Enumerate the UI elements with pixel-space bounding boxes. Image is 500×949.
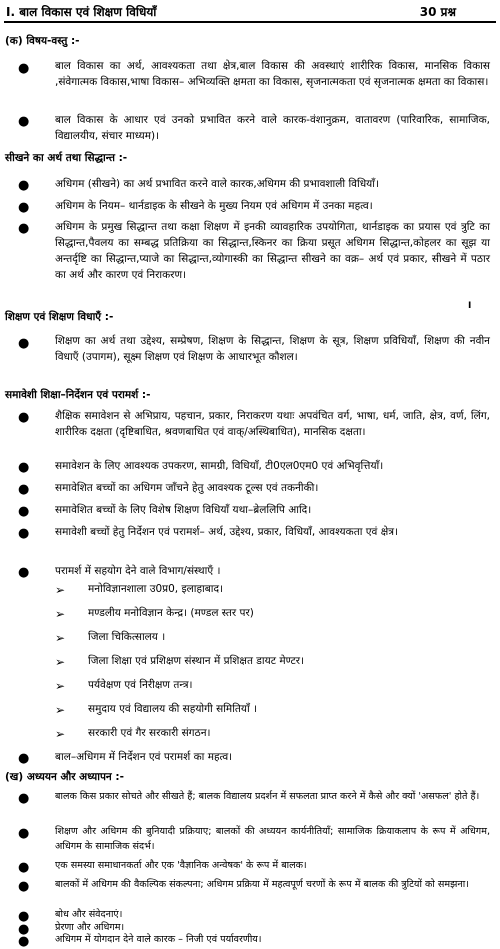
bullet-dot-icon: ●	[18, 565, 30, 580]
list-item: अधिगम (सीखने) का अर्थ प्रभावित करने वाले कारक,अधिगम की प्रभावशाली विधियाँ।	[55, 178, 379, 190]
bullet-dot-icon: ●	[18, 504, 30, 519]
list-item: समावेशित बच्चों के लिए विशेष शिक्षण विधियाँ यथा–ब्रेललिपि आदि।	[55, 504, 312, 516]
bullet-dot-icon: ●	[18, 922, 30, 937]
list-item: समावेशन के लिए आवश्यक उपकरण, सामग्री, विधियाँ, टी0एल0एम0 एवं अभिवृत्तियाँ।	[55, 460, 384, 472]
bullet-dot-icon: ●	[18, 879, 30, 894]
bullet-dot-icon: ●	[18, 526, 30, 541]
margin-mark: I	[468, 301, 472, 311]
list-item: शैक्षिक समावेशन से अभिप्राय, पहचान, प्रकार, निराकरण यथाः अपवंचित वर्ग, भाषा, धर्म, जाति, क्षेत्र, वर्ण, लिंग, शारीरिक दक्षता (दृष्टिबाधित, श्रवणबाधित एवं वाक्/अस्थिबाधित), मानसिक दक्षता।	[55, 410, 490, 438]
arrow-bullet-icon: ➢	[55, 607, 66, 621]
sub-list-item: सरकारी एवं गैर सरकारी संगठन।	[88, 727, 211, 739]
bullet-dot-icon: ●	[18, 860, 30, 875]
bullet-dot-icon: ●	[18, 114, 30, 129]
arrow-bullet-icon: ➢	[55, 727, 66, 741]
list-item: बोध और संवेदनाएं।	[55, 909, 123, 920]
bullet-dot-icon: ●	[18, 934, 30, 949]
list-item: एक समस्या समाधानकर्ता और एक 'वैज्ञानिक अन्वेषक' के रूप में बालक।	[55, 860, 307, 871]
list-item: समावेशित बच्चों का अधिगम जाँचने हेतु आवश्यक टूल्स एवं तकनीकी।	[55, 482, 319, 494]
sub-list-item: समुदाय एवं विद्यालय की सहयोगी समितियाँ ।	[88, 703, 258, 715]
bullet-dot-icon: ●	[18, 460, 30, 475]
sub-list-item: मनोविज्ञानशाला उ0प्र0, इलाहाबाद।	[88, 583, 224, 595]
arrow-bullet-icon: ➢	[55, 703, 66, 717]
bullet-dot-icon: ●	[18, 410, 30, 425]
list-item: बालक किस प्रकार सोचते और सीखते हैं; बालक विद्यालय प्रदर्शन में सफलता प्राप्त करने में कैसे और क्यों 'असफल' होते हैं।	[55, 791, 480, 802]
list-item: बाल विकास के आधार एवं उनको प्रभावित करने वाले कारक-वंशानुक्रम, वातावरण (पारिवारिक, सामाजिक, विद्यालयीय, संचार माध्यम)।	[55, 114, 490, 142]
arrow-bullet-icon: ➢	[55, 631, 66, 645]
list-item: अधिगम के नियम– थार्नडाइक के सीखने के मुख्य नियम एवं अधिगम में उनका महत्व।	[55, 200, 373, 212]
question-count: 30 प्रश्न	[419, 5, 456, 19]
title-bar	[4, 3, 496, 23]
list-item: अधिगम में योगदान देने वाले कारक – निजी एवं पर्यावरणीय।	[55, 934, 262, 945]
arrow-bullet-icon: ➢	[55, 679, 66, 693]
bullet-dot-icon: ●	[18, 178, 30, 193]
page-title: I. बाल विकास एवं शिक्षण विधियाँ	[6, 5, 157, 19]
list-item: बाल विकास का अर्थ, आवश्यकता तथा क्षेत्र,बाल विकास की अवस्थाएं शारीरिक विकास, मानसिक विकास ,संवेगात्मक विकास,भाषा विकास– अभिव्यक्ति क्षमता का विकास, सृजनात्मकता एवं सृजनात्मक क्षमता का विकास।	[55, 60, 490, 88]
bullet-dot-icon: ●	[18, 826, 30, 841]
bullet-dot-icon: ●	[18, 909, 30, 924]
section-heading-inclusive: समावेशी शिक्षा–निर्देशन एवं परामर्श :-	[5, 389, 151, 401]
bullet-dot-icon: ●	[18, 791, 30, 806]
arrow-bullet-icon: ➢	[55, 583, 66, 597]
list-item: परामर्श में सहयोग देने वाले विभाग/संस्थाएँ ।	[55, 565, 221, 577]
section-heading-learning: सीखने का अर्थ तथा सिद्धान्त :-	[5, 152, 128, 164]
list-item: बालकों में अधिगम की वैकल्पिक संकल्पना; अधिगम प्रक्रिया में महत्वपूर्ण चरणों के रूप में बालक की त्रुटियों को समझना।	[55, 879, 469, 890]
section-heading-study-teaching: (ख) अध्ययन और अध्यापन :-	[5, 771, 124, 783]
sub-list-item: पर्यवेक्षण एवं निरीक्षण तन्त्र।	[88, 679, 193, 691]
list-item: प्रेरणा और अधिगम।	[55, 922, 125, 933]
sub-list-item: मण्डलीय मनोविज्ञान केन्द्र। (मण्डल स्तर पर)	[88, 607, 254, 619]
bullet-dot-icon: ●	[18, 336, 30, 351]
bullet-dot-icon: ●	[18, 482, 30, 497]
list-item: अधिगम के प्रमुख सिद्धान्त तथा कक्षा शिक्षण में इनकी व्यावहारिक उपयोगिता, थार्नडाइक का प्रयास एवं त्रुटि का सिद्धान्त,पैवलय का सम्बद्ध प्रतिक्रिया का सिद्धान्त,स्किनर का क्रिया प्रसूत अधिगम सिद्धान्त,कोहलर का सूझ या अन्तर्दृष्टि का सिद्धान्त,प्याजे का सिद्धान्त,व्योगास्की का सिद्धान्त सीखने का वक्र– अर्थ एवं प्रकार, सीखने में पठार का अर्थ और कारण एवं निराकरण।	[55, 221, 490, 281]
sub-list-item: जिला शिक्षा एवं प्रशिक्षण संस्थान में प्रशिक्षत डायट मेण्टर।	[88, 655, 305, 667]
sub-list-item: जिला चिकित्सालय ।	[88, 631, 166, 643]
list-item: समावेशी बच्चों हेतु निर्देशन एवं परामर्श– अर्थ, उद्देश्य, प्रकार, विधियाँ, आवश्यकता एवं क्षेत्र।	[55, 526, 399, 538]
bullet-dot-icon: ●	[18, 751, 30, 766]
section-heading-content: (क) विषय-वस्तु :-	[5, 35, 80, 47]
list-item: शिक्षण का अर्थ तथा उद्देश्य, सम्प्रेषण, शिक्षण के सिद्धान्त, शिक्षण के सूत्र, शिक्षण प्रविधियाँ, शिक्षण की नवीन विधाएँ (उपागम), सूक्ष्म शिक्षण एवं शिक्षण के आधारभूत कौशल।	[55, 335, 490, 363]
list-item: शिक्षण और अधिगम की बुनियादी प्रक्रियाए; बालकों की अध्ययन कार्यनीतियाँ; सामाजिक क्रियाकलाप के रूप में अधिगम, अधिगम के सामाजिक संदर्भ।	[55, 826, 490, 852]
bullet-dot-icon: ●	[18, 221, 30, 236]
list-item: बाल–अधिगम में निर्देशन एवं परामर्श का महत्व।	[55, 751, 233, 763]
section-heading-teaching: शिक्षण एवं शिक्षण विधाएँ :-	[5, 311, 114, 323]
bullet-dot-icon: ●	[18, 61, 30, 76]
bullet-dot-icon: ●	[18, 200, 30, 215]
arrow-bullet-icon: ➢	[55, 655, 66, 669]
